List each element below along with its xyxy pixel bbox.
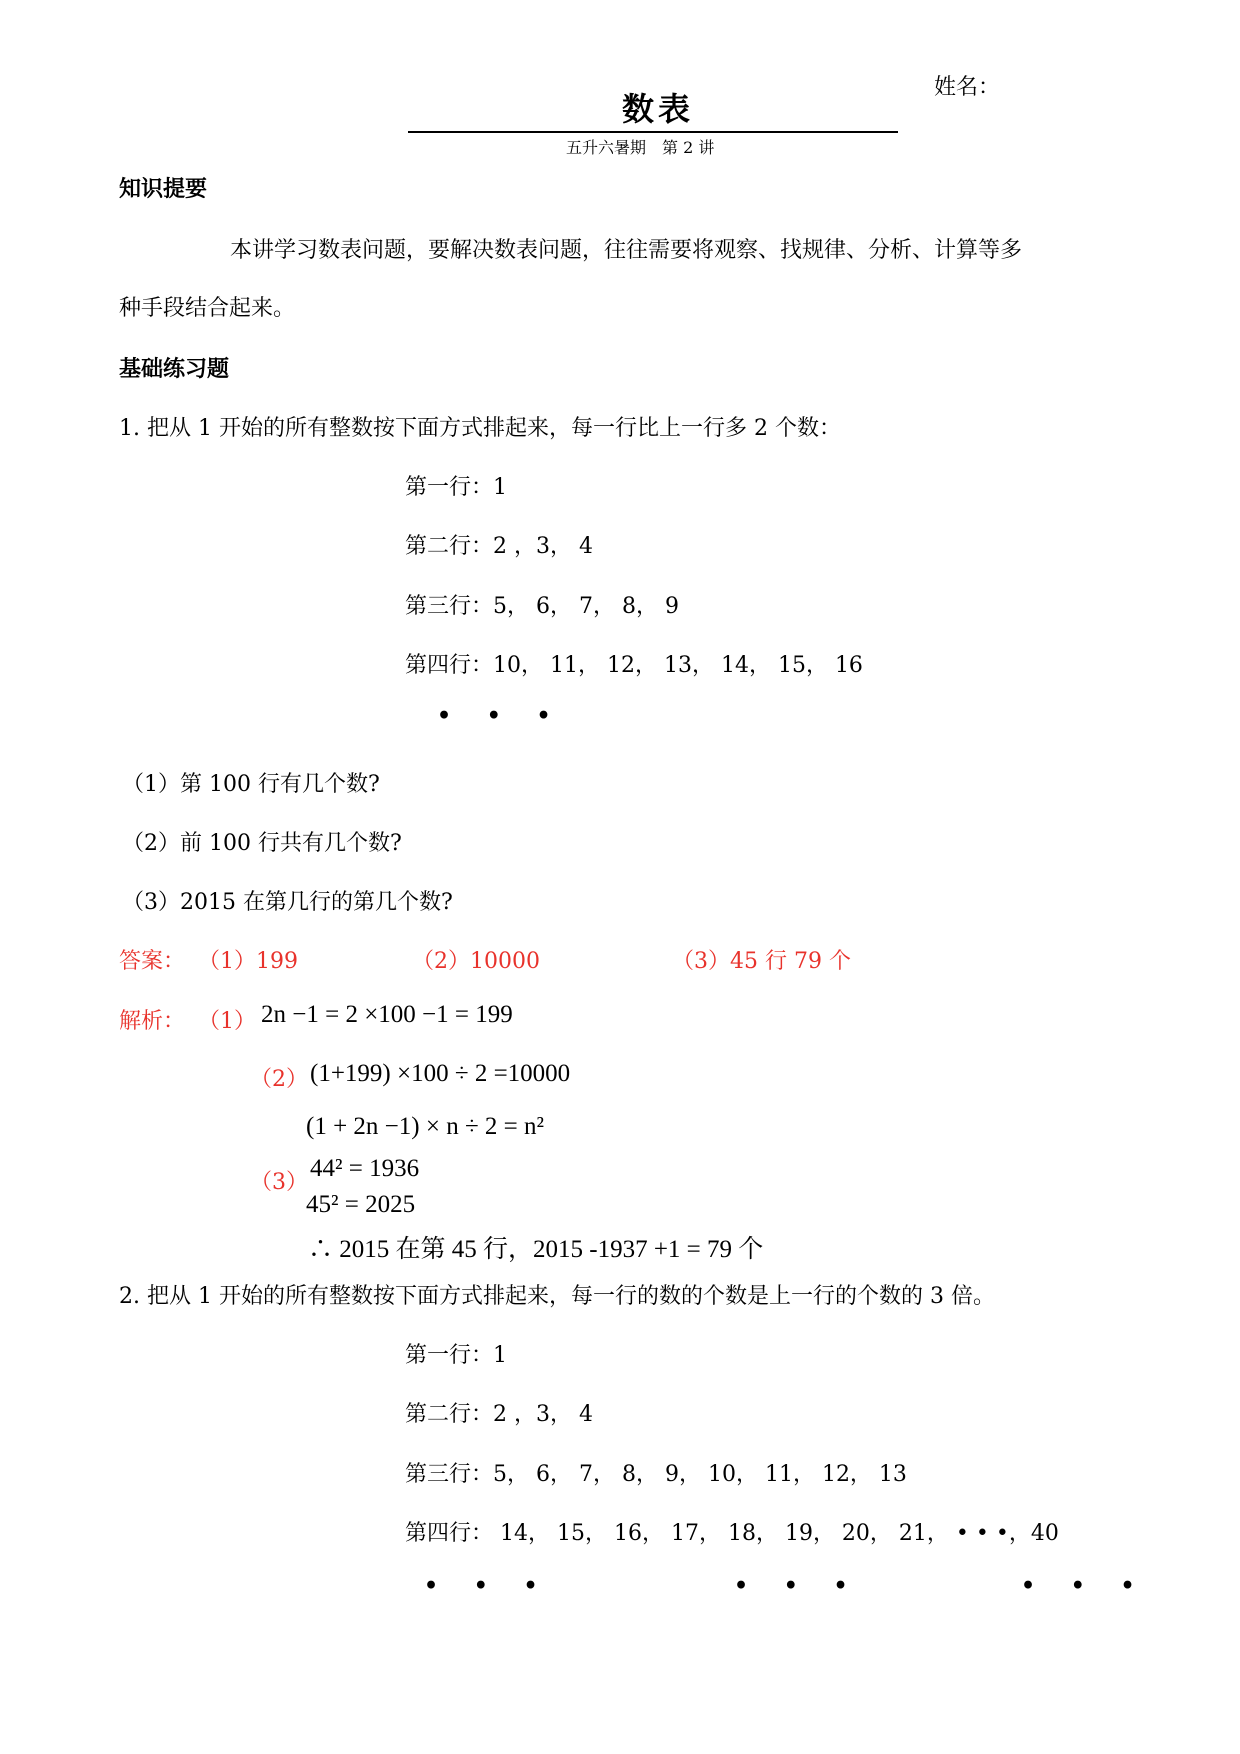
q1-row-1 — [405, 470, 507, 501]
q1-sub2: （2）前 100 行共有几个数? — [122, 831, 402, 856]
q2-prompt: 2. 把从 1 开始的所有整数按下面方式排起来，每一行的数的个数是上一行的个数的 3 倍。 — [119, 1284, 995, 1309]
answer-3: （3）45 行 79 个 — [672, 949, 851, 974]
analysis-tag-1: （1） — [198, 1009, 256, 1034]
page-title: 数表 — [622, 90, 695, 128]
analysis-formula-2: (1+199) ×100 ÷ 2 =10000 — [310, 1060, 571, 1087]
answer-1: （1）199 — [198, 949, 298, 974]
row-label: 第二行： — [405, 1402, 494, 1427]
q2-ellipsis-right: • • • — [1021, 1573, 1149, 1599]
q2-row-4 — [405, 1516, 1059, 1547]
analysis-formula-3c: ∴ 2015 在第 45 行，2015 -1937 +1 = 79 个 — [308, 1236, 764, 1263]
practice-heading: 基础练习题 — [119, 356, 230, 382]
analysis-formula-2b: (1 + 2n −1) × n ÷ 2 = n² — [306, 1113, 545, 1140]
q2-ellipsis-mid: • • • — [734, 1573, 862, 1599]
row-label: 第四行： — [405, 1521, 494, 1546]
analysis-formula-1: 2n −1 = 2 ×100 −1 = 199 — [261, 1001, 513, 1028]
row-values: 14， 15， 16， 17， 18， 19， 20， 21， • • •，40 — [493, 1521, 1059, 1546]
row-label: 第三行： — [405, 594, 494, 619]
q1-row-2 — [405, 529, 593, 560]
name-label: 姓名： — [934, 75, 1001, 100]
row-label: 第一行： — [405, 1343, 494, 1368]
row-values: 1 — [493, 475, 508, 500]
analysis-label: 解析： — [119, 1009, 186, 1034]
q2-row-1 — [405, 1338, 507, 1369]
row-values: 10， 11， 12， 13， 14， 15， 16 — [493, 653, 863, 678]
row-label: 第三行： — [405, 1462, 494, 1487]
q2-ellipsis-left: • • • — [424, 1573, 552, 1599]
q1-sub1: （1）第 100 行有几个数? — [122, 772, 380, 797]
row-values: 2 ，3， 4 — [493, 534, 593, 559]
q1-prompt: 1. 把从 1 开始的所有整数按下面方式排起来，每一行比上一行多 2 个数： — [119, 416, 841, 441]
q1-ellipsis: • • • — [437, 703, 565, 729]
lecture-subtitle: 五升六暑期 第 2 讲 — [566, 138, 715, 157]
answer-2: （2）10000 — [412, 949, 540, 974]
row-label: 第二行： — [405, 534, 494, 559]
analysis-formula-3a: 44² = 1936 — [310, 1155, 420, 1182]
analysis-formula-3b: 45² = 2025 — [306, 1191, 416, 1218]
q1-row-4 — [405, 648, 863, 679]
answer-label: 答案： — [119, 949, 186, 974]
row-values: 2 ，3， 4 — [493, 1402, 593, 1427]
knowledge-paragraph-line2: 种手段结合起来。 — [119, 296, 296, 321]
analysis-tag-2: （2） — [250, 1067, 308, 1092]
analysis-tag-3: （3） — [250, 1170, 308, 1195]
knowledge-heading: 知识提要 — [119, 176, 208, 202]
title-underline — [408, 131, 898, 133]
row-label: 第一行： — [405, 475, 494, 500]
q2-row-3 — [405, 1457, 907, 1488]
row-values: 5， 6， 7， 8， 9， 10， 11， 12， 13 — [493, 1462, 907, 1487]
row-values: 5， 6， 7， 8， 9 — [493, 594, 679, 619]
row-values: 1 — [493, 1343, 508, 1368]
q1-sub3: （3）2015 在第几行的第几个数? — [122, 890, 453, 915]
knowledge-paragraph-line1: 本讲学习数表问题，要解决数表问题，往往需要将观察、找规律、分析、计算等多 — [230, 238, 1023, 263]
row-label: 第四行： — [405, 653, 494, 678]
q1-row-3 — [405, 589, 679, 620]
q2-row-2 — [405, 1397, 593, 1428]
